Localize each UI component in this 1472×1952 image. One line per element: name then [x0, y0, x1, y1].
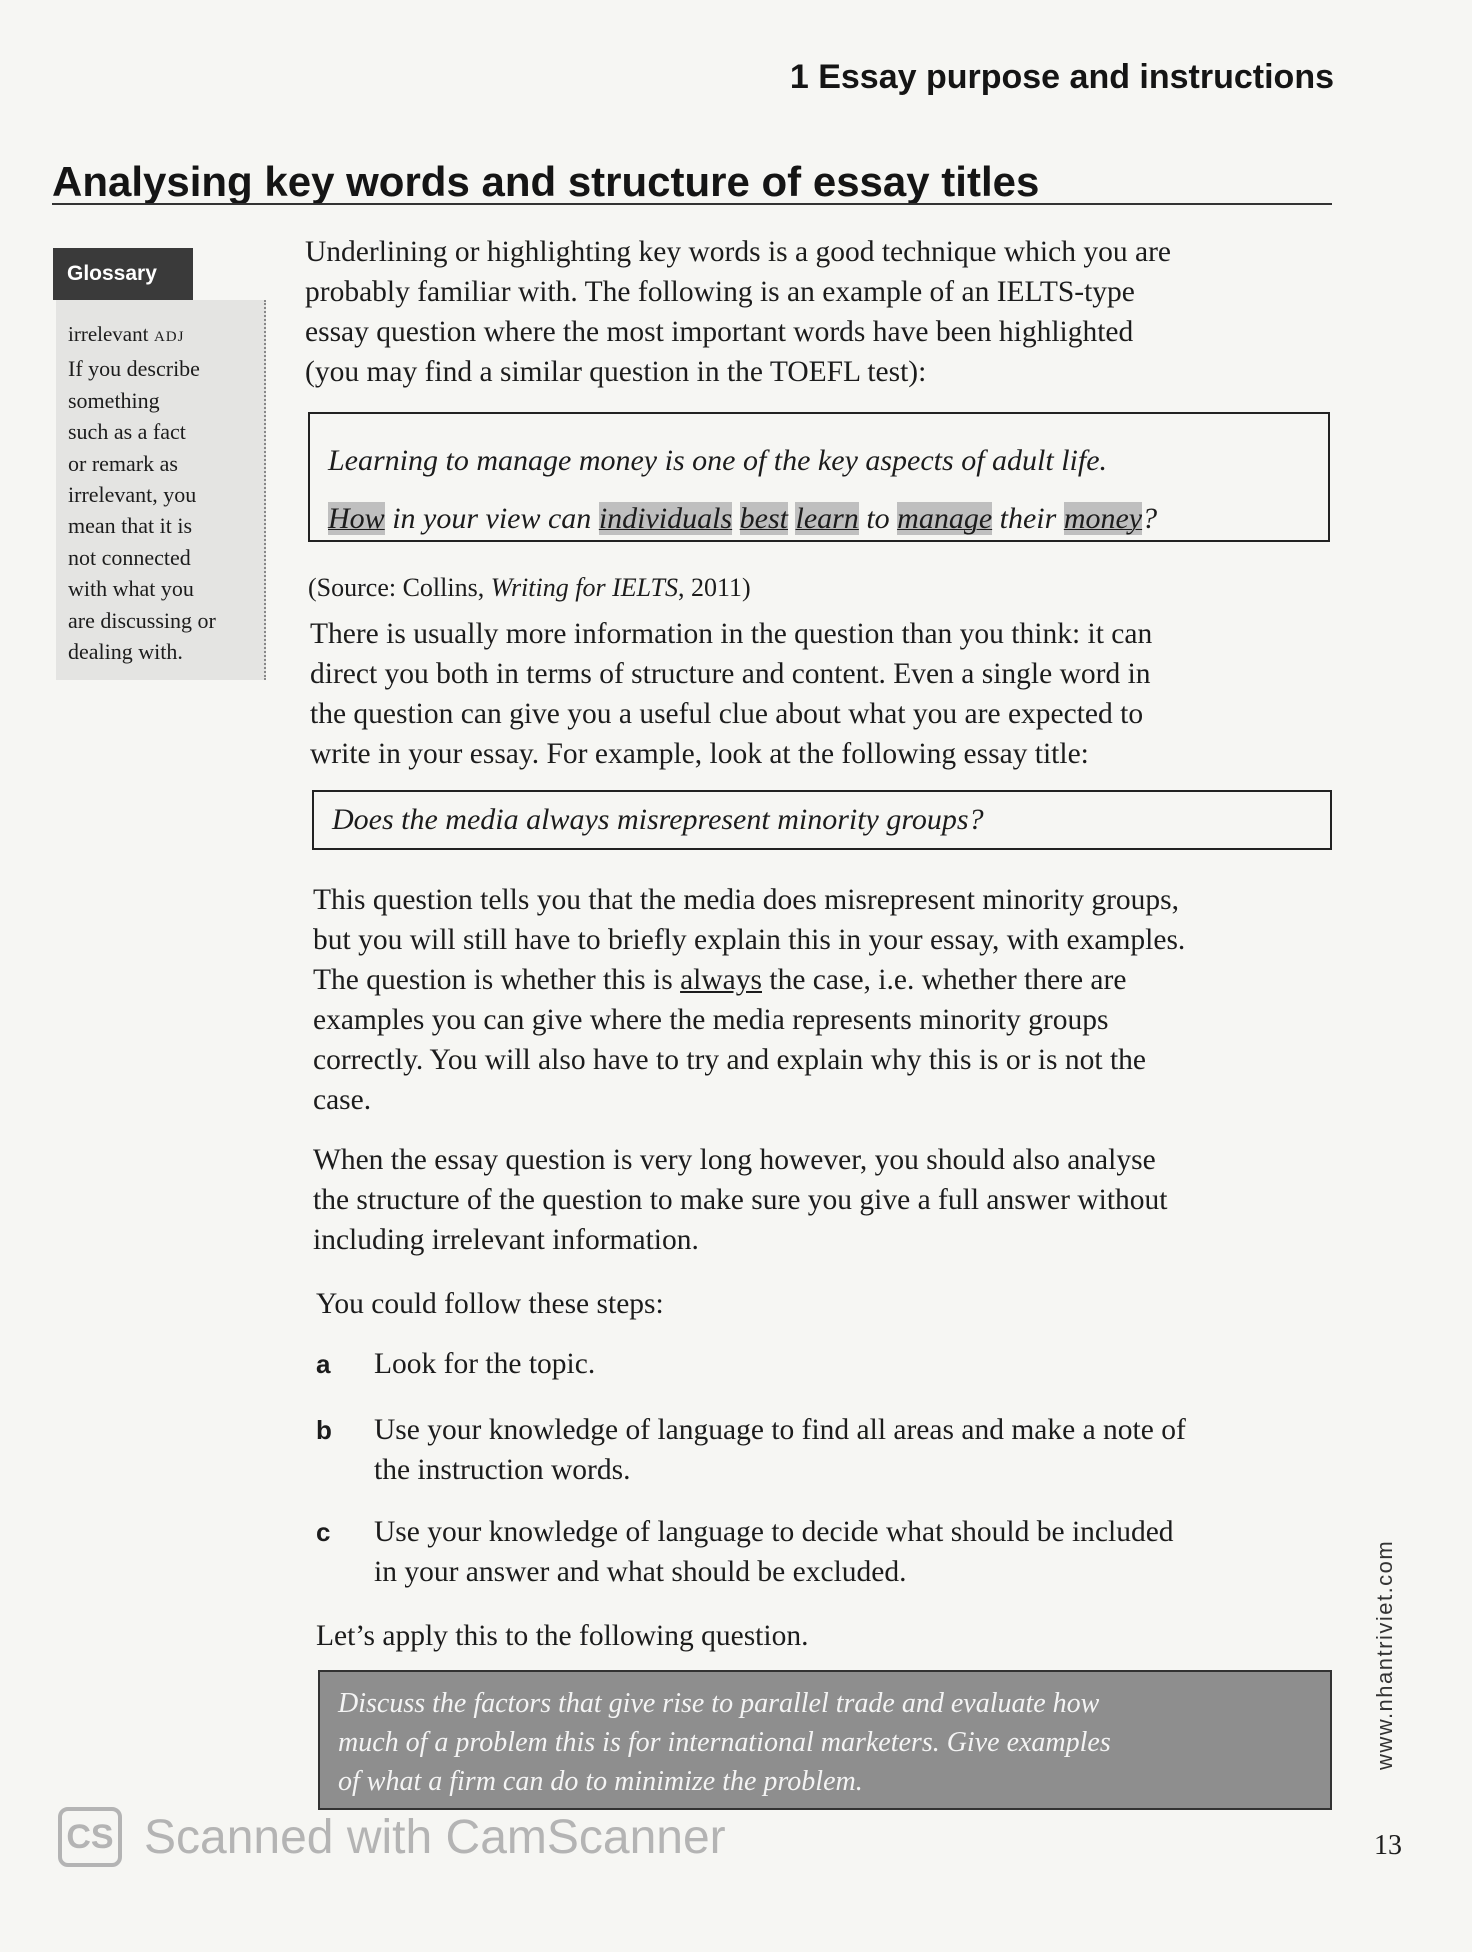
- text-line: in your answer and what should be excluded.: [374, 1556, 907, 1588]
- glossary-definition-line: something: [68, 387, 160, 413]
- text-line: write in your essay. For example, look at the following essay title:: [310, 738, 1089, 770]
- publisher-url: www.nhantriviet.com: [1372, 1539, 1397, 1770]
- source-title: Writing for IELTS: [490, 573, 679, 602]
- text-fragment: their: [992, 502, 1064, 535]
- text-line: much of a problem this is for international marketers. Give examples: [338, 1727, 1111, 1758]
- glossary-definition-line: dealing with.: [68, 639, 183, 665]
- text-line: There is usually more information in the question than you think: it can: [310, 618, 1153, 650]
- text-fragment: the case, i.e. whether there are: [762, 964, 1127, 996]
- step-letter: c: [316, 1517, 331, 1547]
- text-line: the structure of the question to make sure you give a full answer without: [313, 1184, 1168, 1216]
- text-line: [313, 960, 1338, 1000]
- text-line: case.: [313, 1084, 372, 1116]
- text-fragment: in your view can: [384, 502, 599, 535]
- text-line: Discuss the factors that give rise to parallel trade and evaluate how: [338, 1688, 1100, 1719]
- glossary-definition-line: are discussing or: [68, 607, 216, 633]
- chapter-heading: 1 Essay purpose and instructions: [789, 58, 1334, 96]
- source-citation: [308, 568, 751, 608]
- text-line: the question can give you a useful clue about what you are expected to: [310, 698, 1144, 730]
- step-letter: a: [316, 1349, 331, 1379]
- highlighted-word: learn: [795, 502, 859, 535]
- text-line: Look for the topic.: [374, 1348, 596, 1380]
- step-text: [374, 1344, 1344, 1384]
- paragraph-long-question: [313, 1140, 1338, 1260]
- camscanner-watermark: [58, 1806, 726, 1868]
- text-line: essay question where the most important words have been highlighted: [305, 316, 1134, 348]
- paragraph-analysis: [313, 880, 1338, 1120]
- example-question-line-2: [328, 490, 1328, 548]
- highlighted-word: How: [328, 502, 385, 535]
- example-question-line-1: Learning to manage money is one of the key aspects of adult life.: [328, 444, 1108, 477]
- text-line: but you will still have to briefly explain this in your essay, with examples.: [313, 924, 1186, 956]
- glossary-definition-line: such as a fact: [68, 419, 186, 445]
- section-title: Analysing key words and structure of essay titles: [52, 158, 1040, 205]
- text-line: (you may find a similar question in the TOEFL test):: [305, 356, 927, 388]
- text-fragment: ?: [1142, 502, 1158, 535]
- glossary-definition-line: mean that it is: [68, 513, 193, 539]
- text-line: examples you can give where the media represents minority groups: [313, 1004, 1109, 1036]
- text-line: This question tells you that the media does misrepresent minority groups,: [313, 884, 1180, 916]
- text-line: including irrelevant information.: [313, 1224, 699, 1256]
- source-suffix: , 2011): [678, 573, 751, 602]
- text-line: Use your knowledge of language to find all areas and make a note of: [374, 1414, 1186, 1446]
- highlighted-word: money: [1063, 502, 1143, 535]
- page-number: 13: [1374, 1830, 1402, 1861]
- source-prefix: (Source: Collins,: [308, 573, 491, 602]
- glossary-term-line: [68, 318, 254, 353]
- glossary-box: [56, 300, 266, 680]
- glossary-term: irrelevant: [68, 322, 149, 346]
- paragraph-information: [310, 614, 1335, 774]
- paragraph-intro: [305, 232, 1335, 392]
- glossary-definition-line: not connected: [68, 544, 191, 570]
- glossary-definition-line: with what you: [68, 576, 194, 602]
- example-question-box: [308, 412, 1330, 542]
- glossary-tab: Glossary: [53, 248, 193, 300]
- text-fragment: The question is whether this is: [313, 964, 681, 996]
- step-text: [374, 1410, 1344, 1490]
- highlighted-word: manage: [897, 502, 993, 535]
- text-line: of what a firm can do to minimize the problem.: [338, 1766, 863, 1797]
- glossary-definition-line: irrelevant, you: [68, 482, 197, 508]
- camscanner-logo-icon: CS: [58, 1807, 122, 1867]
- highlighted-word: individuals: [598, 502, 733, 535]
- title-rule: [52, 203, 1332, 205]
- glossary-definition-line: or remark as: [68, 450, 178, 476]
- glossary-part-of-speech: ADJ: [153, 329, 185, 345]
- glossary-definition-line: If you describe: [68, 356, 200, 382]
- example-title-box: Does the media always misrepresent minority groups?: [312, 790, 1332, 850]
- text-line: Underlining or highlighting key words is a good technique which you are: [305, 236, 1171, 268]
- text-line: direct you both in terms of structure and content. Even a single word in: [310, 658, 1151, 690]
- text-line: Use your knowledge of language to decide what should be included: [374, 1516, 1174, 1548]
- step-letter: b: [316, 1415, 332, 1445]
- text-line: When the essay question is very long however, you should also analyse: [313, 1144, 1156, 1176]
- text-line: correctly. You will also have to try and explain why this is or is not the: [313, 1044, 1146, 1076]
- step-text: [374, 1512, 1344, 1592]
- text-line: probably familiar with. The following is an example of an IELTS-type: [305, 276, 1135, 308]
- paragraph-steps-intro: You could follow these steps:: [316, 1288, 664, 1320]
- exam-question-box: [318, 1670, 1332, 1810]
- underlined-word: always: [680, 964, 762, 996]
- paragraph-apply: Let’s apply this to the following question.: [316, 1620, 809, 1652]
- text-fragment: to: [858, 502, 898, 535]
- watermark-text: Scanned with CamScanner: [144, 1810, 726, 1864]
- text-line: the instruction words.: [374, 1454, 631, 1486]
- highlighted-word: best: [739, 502, 788, 535]
